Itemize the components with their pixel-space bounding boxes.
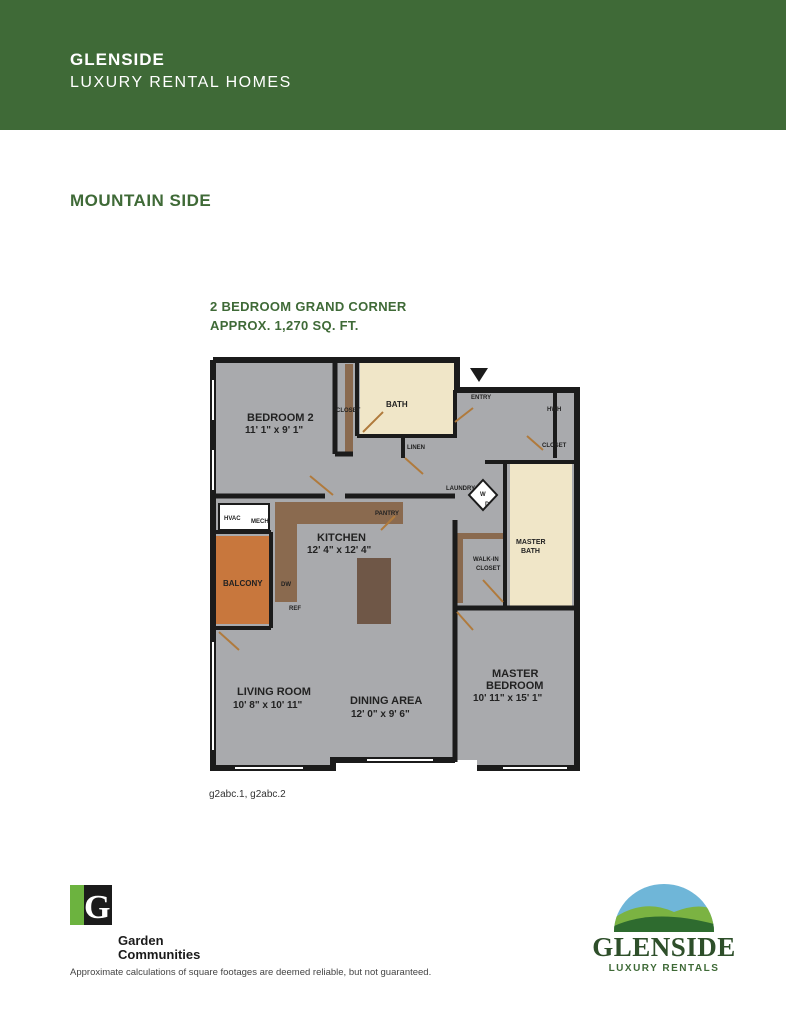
dining-dims: 12' 0" x 9' 6" <box>351 709 410 720</box>
bath-tile <box>360 360 457 436</box>
mech-label: MECH <box>251 519 269 525</box>
kitchen-island <box>357 558 391 624</box>
gc-mark-icon <box>70 885 201 963</box>
brand-subtitle: LUXURY RENTAL HOMES <box>70 74 292 91</box>
dryer-label: D <box>485 502 490 508</box>
balcony-label: BALCONY <box>223 579 263 588</box>
kitchen-dims: 12' 4" x 12' 4" <box>307 545 372 556</box>
ref-label: REF <box>289 606 301 612</box>
glenside-tagline: LUXURY RENTALS <box>608 963 720 974</box>
bath-label: BATH <box>386 400 408 409</box>
disclaimer: Approximate calculations of square footages are deemed reliable, but not guaranteed. <box>70 967 432 978</box>
dw-label: DW <box>281 582 291 588</box>
gc-line2: Communities <box>118 947 201 962</box>
master-bedroom-label-2: BEDROOM <box>486 680 544 692</box>
floor-plan <box>205 350 585 780</box>
floor-plan-drawing <box>205 350 585 780</box>
master-bath-label-2: BATH <box>521 548 540 555</box>
closet-b2-label: CLOSET <box>336 408 361 414</box>
bedroom2-label: BEDROOM 2 <box>247 412 314 424</box>
pantry-label: PANTRY <box>375 511 399 517</box>
linen-label: LINEN <box>407 445 425 451</box>
washer-label: W <box>480 492 486 498</box>
living-dims: 10' 8" x 10' 11" <box>233 700 303 711</box>
entry-arrow <box>470 368 488 382</box>
mountain-icon <box>584 880 744 932</box>
kitchen-label: KITCHEN <box>317 532 366 544</box>
dining-label: DINING AREA <box>350 695 423 707</box>
walkin-label-1: WALK-IN <box>473 557 499 563</box>
brand-title: GLENSIDE <box>70 50 165 69</box>
hvac-label: HVAC <box>224 516 241 522</box>
closet-entry-label: CLOSET <box>542 443 567 449</box>
plan-area: APPROX. 1,270 SQ. FT. <box>210 318 359 333</box>
unit-codes: g2abc.1, g2abc.2 <box>209 789 286 800</box>
hwh-label: HWH <box>547 407 562 413</box>
master-bath-label-1: MASTER <box>516 539 546 546</box>
glenside-wordmark: GLENSIDE <box>592 932 736 962</box>
entry-label: ENTRY <box>471 395 492 401</box>
plan-name: MOUNTAIN SIDE <box>70 191 212 210</box>
gc-letter: G <box>84 889 111 926</box>
bedroom2-dims: 11' 1" x 9' 1" <box>245 425 304 436</box>
header-banner <box>0 0 786 130</box>
master-bedroom-label-1: MASTER <box>492 668 539 680</box>
laundry-label: LAUNDRY <box>446 486 476 492</box>
walkin-label-2: CLOSET <box>476 566 501 572</box>
glenside-logo <box>584 880 744 980</box>
master-bedroom-dims: 10' 11" x 15' 1" <box>473 693 543 704</box>
master-bath-tile <box>510 464 572 608</box>
walkin-shelf-top <box>455 533 507 539</box>
plan-type: 2 BEDROOM GRAND CORNER <box>210 299 407 314</box>
gc-line1: Garden <box>118 933 164 948</box>
garden-communities-logo <box>70 885 201 963</box>
living-label: LIVING ROOM <box>237 686 311 698</box>
